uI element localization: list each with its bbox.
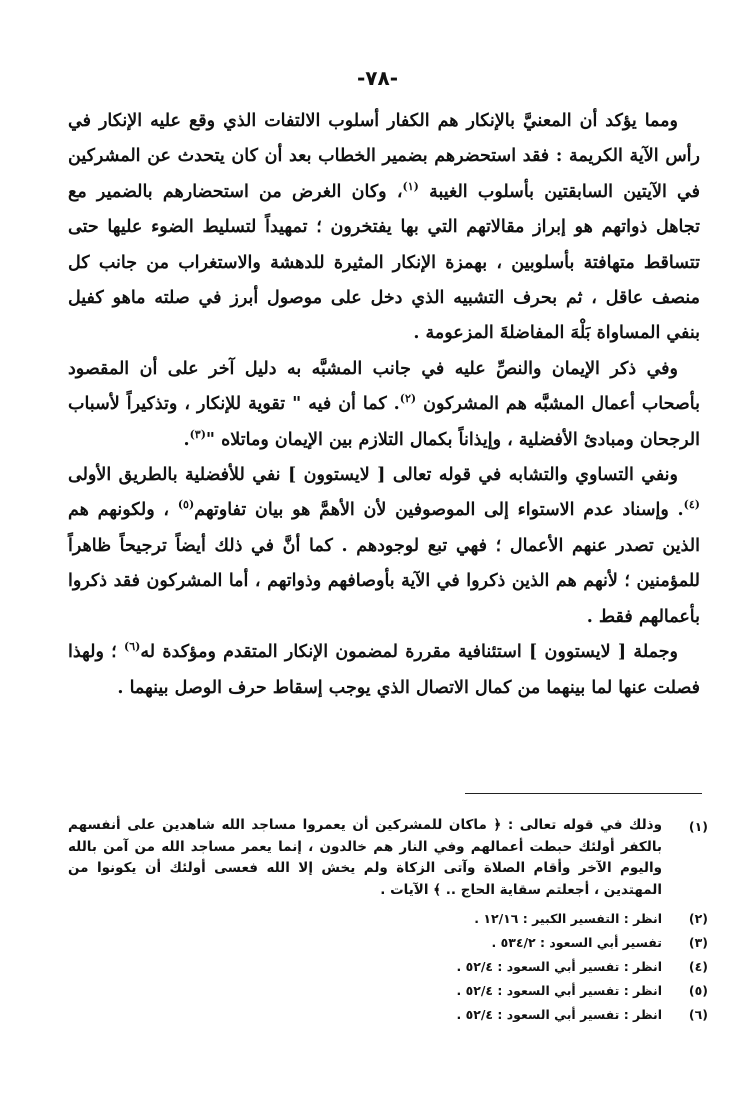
paragraph <box>68 458 700 635</box>
footnote-number: (١) <box>688 819 708 834</box>
footnote-ref[interactable]: (٥) <box>177 498 195 512</box>
footnotes <box>68 815 708 1027</box>
footnote-item <box>68 907 708 931</box>
text-run: ومما يؤكد أن المعنيَّ بالإنكار هم الكفار أسلوب الالتفات الذي وقع عليه الإنكار في رأس الآية الكريمة : فقد استحضرهم بضمير الخطاب بعد أن كان يتحدث عن المشركين في الآيتين السابقتين بأسلوب الغيبة <box>68 111 700 202</box>
footnote-number: (٢) <box>688 911 708 926</box>
footnote-text: انظر : تفسير أبي السعود : ٥٢/٤ . <box>456 959 662 974</box>
text-run: ؛ ولهذا فصلت عنها لما بينهما من كمال الاتصال الذي يوجب إسقاط حرف الوصل بينهما . <box>68 642 700 698</box>
footnote-ref[interactable]: (١) <box>402 179 419 193</box>
footnote-text: وذلك في قوله تعالى : ﴿ ماكان للمشركين أن يعمروا مساجد الله شاهدين على أنفسهم بالكفر أولئك حبطت أعمالهم وفي النار هم خالدون ، إنما يعمر مساجد الله من آمن بالله واليوم الآخر وأقام الصلاة وآتى الزكاة ولم يخش إلا الله فعسى أولئك أن يكونوا من المهتدين ، أجعلتم سقاية الحاج .. ﴾ الآيات . <box>68 817 662 898</box>
footnote-item <box>68 815 708 901</box>
footnote-item <box>68 1003 708 1027</box>
footnote-ref[interactable]: (٤) <box>683 498 700 512</box>
page-number: -٧٨- <box>356 66 399 90</box>
text-run: . وإسناد عدم الاستواء إلى الموصوفين لأن الأهمَّ هو بيان تفاوتهم <box>194 500 684 521</box>
footnote-text: تفسير أبي السعود : ٥٣٤/٢ . <box>491 935 662 950</box>
footnote-item <box>68 931 708 955</box>
footnote-item <box>68 979 708 1003</box>
footnote-ref[interactable]: (٣) <box>189 427 206 441</box>
text-run: . كما أن فيه " تقوية للإنكار ، وتذكيراً لأسباب الرجحان ومبادئ الأفضلية ، وإيذاناً بكمال التلازم بين الإيمان وماتلاه " <box>68 394 700 450</box>
footnote-number: (٥) <box>688 983 708 998</box>
text-run: ، ولكونهم هم الذين تصدر عنهم الأعمال ؛ فهي تبع لوجودهم . كما أنَّ في ذلك أيضاً ترجيحاً ظاهراً للمؤمنين ؛ لأنهم هم الذين ذكروا في الآية بأوصافهم وذواتهم ، أما المشركون فقد ذكروا بأعمالهم فقط . <box>68 500 700 627</box>
paragraph <box>68 635 700 706</box>
footnote-number: (٤) <box>688 959 708 974</box>
text-run: ، وكان الغرض من استحضارهم بالضمير مع تجاهل ذواتهم هو إبراز مقالاتهم التي بها يفتخرون ؛ تمهيداً لتسليط الضوء عليها حتى تتساقط متهافتة بأسلوبين ، بهمزة الإنكار المثيرة للدهشة والاستغراب من جانب كل منصف عاقل ، ثم بحرف التشبيه الذي دخل على موصول أبرز في صلته ماهو كفيل بنفي المساواة بَلْهَ المفاضلةَ المزعومة . <box>68 181 700 344</box>
footnote-ref[interactable]: (٢) <box>399 392 417 406</box>
text-run: وفي ذكر الإيمان والنصِّ عليه في جانب المشبَّه به دليل آخر على أن المقصود بأصحاب أعمال المشبَّه هم المشركون <box>68 358 700 415</box>
footnote-number: (٣) <box>688 935 708 950</box>
footnote-item <box>68 955 708 979</box>
footnote-ref[interactable]: (٦) <box>124 640 141 654</box>
paragraph <box>68 352 700 458</box>
paragraph <box>68 104 700 352</box>
footnote-number: (٦) <box>688 1007 708 1022</box>
text-run: ونفي التساوي والتشابه في قوله تعالى [ لايستوون ] نفي للأفضلية بالطريق الأولى <box>68 465 678 486</box>
text-run: وجملة [ لايستوون ] استئنافية مقررة لمضمون الإنكار المتقدم ومؤكدة له <box>140 642 678 663</box>
footnote-text: انظر : تفسير أبي السعود : ٥٢/٤ . <box>456 983 662 998</box>
main-text <box>68 104 700 706</box>
footnote-separator <box>465 793 702 794</box>
footnote-text: انظر : التفسير الكبير : ١٢/١٦ . <box>474 911 662 926</box>
text-run: . <box>183 429 190 450</box>
footnote-text: انظر : تفسير أبي السعود : ٥٢/٤ . <box>456 1007 662 1022</box>
